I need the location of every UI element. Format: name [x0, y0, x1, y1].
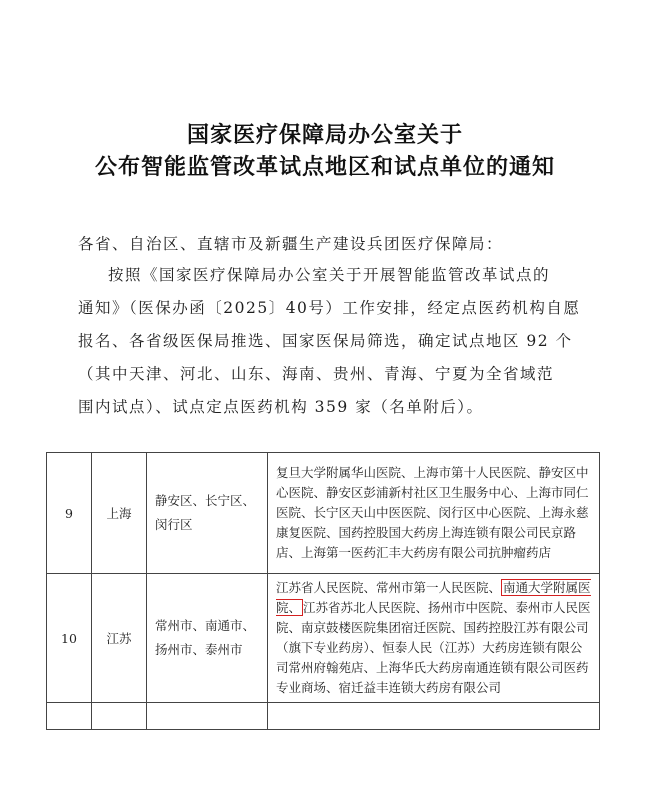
- empty-cell: [147, 703, 268, 730]
- empty-cell: [47, 703, 92, 730]
- row-number: 9: [47, 453, 92, 574]
- table-row-jiangsu: [47, 574, 600, 703]
- body-line-3: 报名、各省级医保局推选、国家医保局筛选，确定试点地区 92 个: [78, 332, 573, 350]
- notice-title-line-2: 公布智能监管改革试点地区和试点单位的通知: [94, 154, 555, 180]
- body-line-1: 按照《国家医疗保障局办公室关于开展智能监管改革试点的: [108, 266, 551, 284]
- notice-title-line-1: 国家医疗保障局办公室关于: [186, 122, 463, 148]
- province-cell: 上海: [92, 453, 147, 574]
- units-text-before: 江苏省人民医院、常州市第一人民医院、: [276, 580, 502, 595]
- table-row-partial: [47, 703, 600, 730]
- body-line-2: 通知》（医保办函〔2025〕40号）工作安排，经定点医药机构自愿: [78, 299, 581, 317]
- highlighted-hospital: 南通大学附属医院、: [276, 580, 591, 615]
- salutation: 各省、自治区、直辖市及新疆生产建设兵团医疗保障局：: [78, 235, 504, 253]
- empty-cell: [268, 703, 600, 730]
- pilot-list-table: [46, 452, 600, 730]
- units-text-after: 江苏省苏北人民医院、扬州市中医院、泰州市人民医院、南京鼓楼医院集团宿迁医院、国药控股江苏有限公司（旗下专业药房）、恒泰人民（江苏）大药房连锁有限公司常州府翰苑店、上海华氏大药房南通连锁有限公司医药专业商场、宿迁益丰连锁大药房有限公司: [276, 600, 591, 695]
- body-line-5: 围内试点）、试点定点医药机构 359 家（名单附后）。: [78, 398, 484, 416]
- pilot-areas-cell: 静安区、长宁区、闵行区: [147, 453, 268, 574]
- empty-cell: [92, 703, 147, 730]
- province-cell: 江苏: [92, 574, 147, 703]
- pilot-units-cell: 复旦大学附属华山医院、上海市第十人民医院、静安区中心医院、静安区彭浦新村社区卫生服务中心、上海市同仁医院、长宁区天山中医医院、闵行区中心医院、上海永慈康复医院、国药控股国大药房上海连锁有限公司民京路店、上海第一医药汇丰大药房有限公司抗肿瘤药店: [268, 453, 600, 574]
- pilot-areas-cell: 常州市、南通市、扬州市、泰州市: [147, 574, 268, 703]
- body-line-4: （其中天津、河北、山东、海南、贵州、青海、宁夏为全省域范: [78, 365, 555, 383]
- row-number: 10: [47, 574, 92, 703]
- pilot-units-cell: [268, 574, 600, 703]
- table-row-shanghai: [47, 453, 600, 574]
